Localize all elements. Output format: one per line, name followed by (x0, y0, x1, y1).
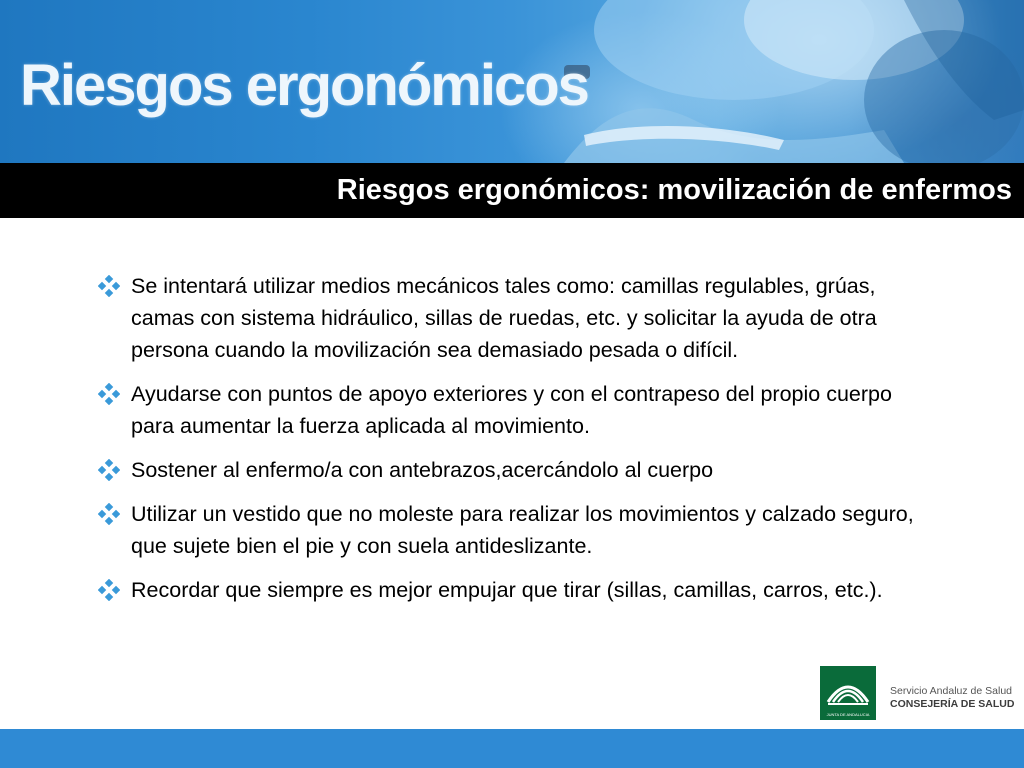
diamond-bullet-icon (98, 459, 120, 481)
list-item (98, 498, 928, 562)
bullet-text: Sostener al enfermo/a con antebrazos,acercándolo al cuerpo (131, 458, 714, 482)
bullet-text: Recordar que siempre es mejor empujar que tirar (sillas, camillas, carros, etc.). (131, 578, 883, 602)
logo-caption: JUNTA DE ANDALUCIA (826, 712, 870, 717)
junta-andalucia-logo (820, 666, 876, 720)
slide-title: Riesgos ergonómicos: movilización de enfermos (336, 174, 1012, 206)
list-item (98, 574, 928, 606)
diamond-bullet-icon (98, 579, 120, 601)
banner-photo-illustration (524, 0, 1024, 163)
organization-name (890, 685, 1014, 711)
bullet-text: Se intentará utilizar medios mecánicos tales como: camillas regulables, grúas, camas con sistema hidráulico, sillas de ruedas, etc. y solicitar la ayuda de otra persona cuando la movilización sea demasiado pesada o difícil. (131, 274, 877, 362)
diamond-bullet-icon (98, 275, 120, 297)
diamond-bullet-icon (98, 383, 120, 405)
header-banner (0, 0, 1024, 163)
title-bar (0, 163, 1024, 218)
list-item (98, 454, 928, 486)
org-line-2: CONSEJERÍA DE SALUD (890, 698, 1015, 710)
list-item (98, 270, 928, 366)
footer-bar (0, 729, 1024, 768)
org-line-1: Servicio Andaluz de Salud (890, 685, 1012, 697)
bullet-list (98, 270, 928, 618)
bullet-text: Utilizar un vestido que no moleste para realizar los movimientos y calzado seguro, que sujete bien el pie y con suela antideslizante. (131, 502, 914, 558)
list-item (98, 378, 928, 442)
banner-title: Riesgos ergonómicos (20, 53, 588, 118)
bullet-text: Ayudarse con puntos de apoyo exteriores y con el contrapeso del propio cuerpo para aumentar la fuerza aplicada al movimiento. (131, 382, 892, 438)
diamond-bullet-icon (98, 503, 120, 525)
